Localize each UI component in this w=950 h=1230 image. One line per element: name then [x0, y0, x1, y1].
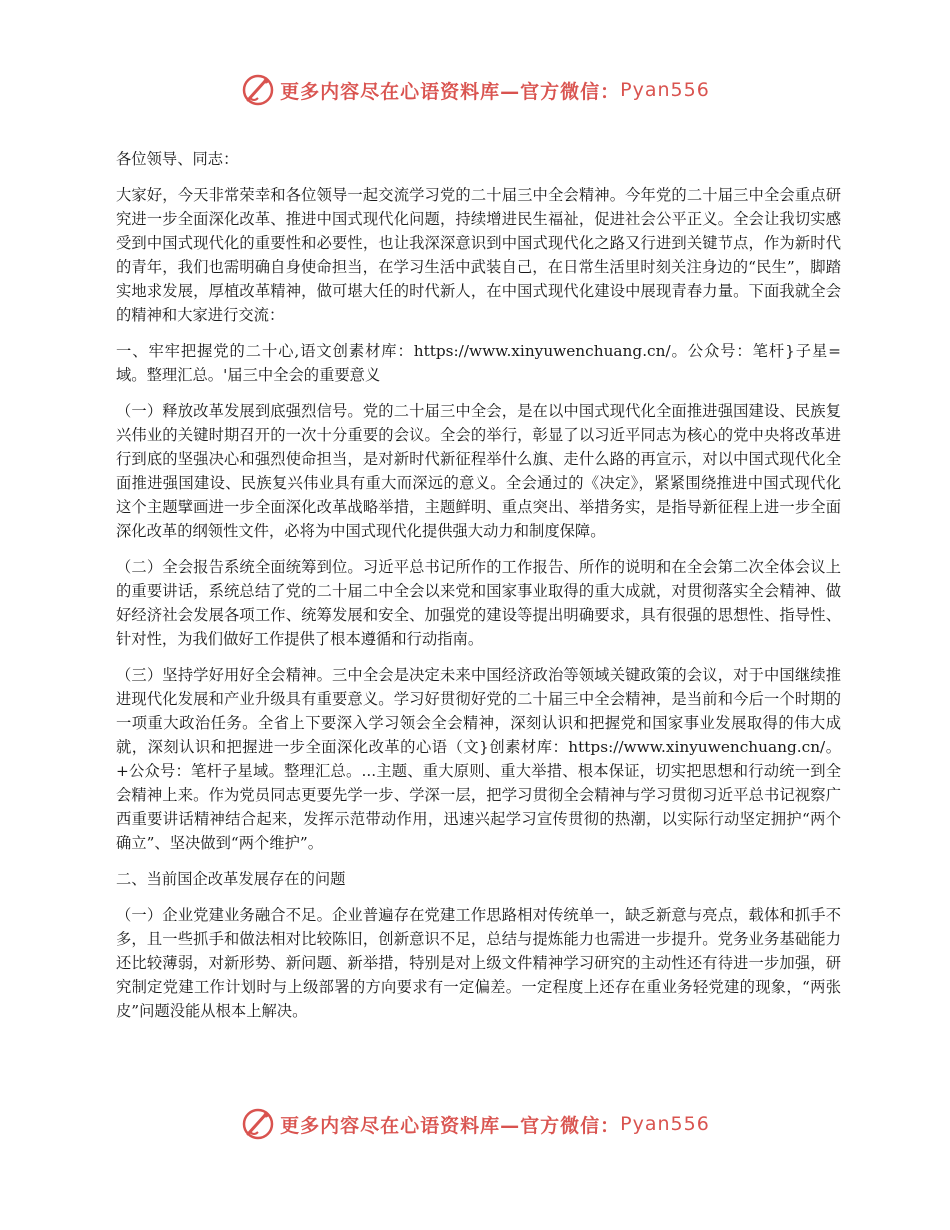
paragraph-1-2: （二）全会报告系统全面统筹到位。习近平总书记所作的工作报告、所作的说明和在全会第二次全体会议上的重要讲话，系统总结了党的二十届二中全会以来党和国家事业取得的重大成就，对贯彻落实全会精神、做好经济社会发展各项工作、统筹发展和安全、加强党的建设等提出明确要求，具有很强的思想性、指导性、针对性，为我们做好工作提供了根本遵循和行动指南。	[116, 558, 841, 648]
section-heading-2: 二、当前国企改革发展存在的问题	[116, 870, 346, 888]
brush-logo-icon	[240, 72, 276, 108]
paragraph-intro: 大家好，今天非常荣幸和各位领导一起交流学习党的二十届三中全会精神。今年党的二十届三中全会重点研究进一步全面深化改革、推进中国式现代化问题，持续增进民生福祉，促进社会公平正义。全会让我切实感受到中国式现代化的重要性和必要性，也让我深深意识到中国式现代化之路又行进到关键节点，作为新时代的青年，我们也需明确自身使命担当，在学习生活中武装自己，在日常生活里时刻关注身边的“民生”，脚踏实地求发展，厚植改革精神，做可堪大任的时代新人，在中国式现代化建设中展现青春力量。下面我就全会的精神和大家进行交流：	[116, 186, 841, 324]
banner-text: 更多内容尽在心语资料库—官方微信：	[280, 1114, 621, 1137]
header-watermark-banner	[0, 68, 950, 112]
paragraph-2-1: （一）企业党建业务融合不足。企业普遍存在党建工作思路相对传统单一，缺乏新意与亮点，载体和抓手不多，且一些抓手和做法相对比较陈旧，创新意识不足，总结与提炼能力也需进一步提升。党务业务基础能力还比较薄弱，对新形势、新问题、新举措，特别是对上级文件精神学习研究的主动性还有待进一步加强，研究制定党建工作计划时与上级部署的方向要求有一定偏差。一定程度上还存在重业务轻党建的现象，“两张皮”问题没能从根本上解决。	[116, 906, 841, 1020]
paragraph-1-3: （三）坚持学好用好全会精神。三中全会是决定未来中国经济政治等领域关键政策的会议，对于中国继续推进现代化发展和产业升级具有重要意义。学习好贯彻好党的二十届三中全会精神，是当前和今后一个时期的一项重大政治任务。全省上下要深入学习领会全会精神，深刻认识和把握党和国家事业发展取得的伟大成就，深刻认识和把握进一步全面深化改革的心语（文}创素材库：https://www.xinyuwenchuang.cn/。+公众号：笔杆子星域。整理汇总。...主题、重大原则、重大举措、根本保证，切实把思想和行动统一到全会精神上来。作为党员同志更要先学一步、学深一层，把学习贯彻全会精神与学习贯彻习近平总书记视察广西重要讲话精神结合起来，发挥示范带动作用，迅速兴起学习宣传贯彻的热潮，以实际行动坚定拥护“两个确立”、坚决做到“两个维护”。	[116, 666, 841, 852]
document-body	[116, 147, 841, 1035]
greeting: 各位领导、同志：	[116, 150, 239, 168]
brush-logo-icon	[240, 1106, 276, 1142]
banner-text: 更多内容尽在心语资料库—官方微信：	[280, 80, 621, 103]
banner-contact: Pyan556	[620, 79, 710, 101]
footer-watermark-banner	[0, 1102, 950, 1146]
banner-contact: Pyan556	[620, 1113, 710, 1135]
paragraph-1-1: （一）释放改革发展到底强烈信号。党的二十届三中全会，是在以中国式现代化全面推进强国建设、民族复兴伟业的关键时期召开的一次十分重要的会议。全会的举行，彰显了以习近平同志为核心的党中央将改革进行到底的坚强决心和强烈使命担当，是对新时代新征程举什么旗、走什么路的再宣示，对以中国式现代化全面推进强国建设、民族复兴伟业具有重大而深远的意义。全会通过的《决定》，紧紧围绕推进中国式现代化这个主题擘画进一步全面深化改革战略举措，主题鲜明、重点突出、举措务实，是指导新征程上进一步全面深化改革的纲领性文件，必将为中国式现代化提供强大动力和制度保障。	[116, 402, 841, 540]
section-heading-1: 一、牢牢把握党的二十心,语文创素材库：https://www.xinyuwenchuang.cn/。公众号：笔杆}子星=域。整理汇总。'届三中全会的重要意义	[116, 342, 841, 384]
